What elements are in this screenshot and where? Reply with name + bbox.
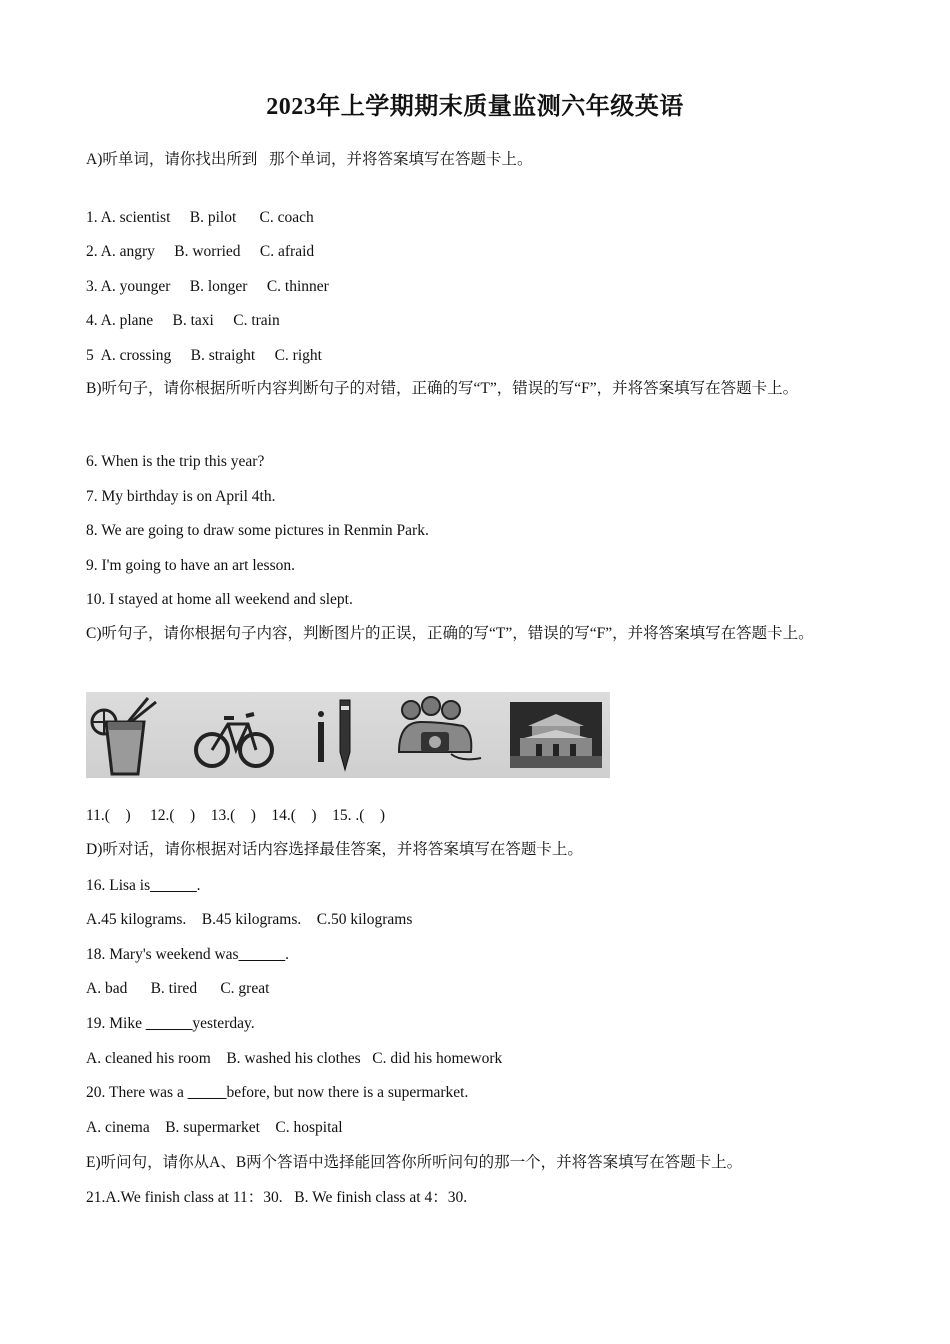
question-20-options: A. cinema B. supermarket C. hospital xyxy=(86,1119,343,1136)
page-title: 2023年上学期期末质量监测六年级英语 xyxy=(266,94,684,120)
list-item: 1. A. scientist B. pilot C. coach xyxy=(86,209,314,226)
question-text: 20. There was a xyxy=(86,1084,188,1101)
question-text: . xyxy=(285,946,289,963)
juice-glass-icon xyxy=(86,692,186,778)
question-text: 18. Mary's weekend was xyxy=(86,946,239,963)
section-e-instruction: E)听问句，请你从A、B两个答语中选择能回答你所听问句的那一个，并将答案填写在答题卡上。 xyxy=(86,1154,743,1171)
question-21: 21.A.We finish class at 11：30. B. We finish class at 4：30. xyxy=(86,1189,468,1206)
question-text: before, but now there is a supermarket. xyxy=(226,1084,469,1101)
question-text: . xyxy=(196,877,201,894)
question-16-options: A.45 kilograms. B.45 kilograms. C.50 kilograms xyxy=(86,911,413,928)
answer-blank: ______ xyxy=(150,877,197,894)
question-19-options: A. cleaned his room B. washed his clothes C. did his homework xyxy=(86,1050,503,1067)
picture-strip xyxy=(86,692,610,778)
pen-icon xyxy=(306,692,366,778)
list-item: 6. When is the trip this year? xyxy=(86,453,265,470)
section-d-instruction: D)听对话，请你根据对话内容选择最佳答案，并将答案填写在答题卡上。 xyxy=(86,841,583,858)
gate-building-icon xyxy=(506,692,610,778)
question-text: yesterday. xyxy=(192,1015,255,1032)
question-20 xyxy=(86,1083,876,1103)
answer-blank: ______ xyxy=(145,1015,193,1032)
list-item: 3. A. younger B. longer C. thinner xyxy=(86,278,329,295)
bicycle-icon xyxy=(186,692,286,778)
list-item: 4. A. plane B. taxi C. train xyxy=(86,312,280,329)
question-text: 16. Lisa is xyxy=(86,877,151,894)
list-item: 5 A. crossing B. straight C. right xyxy=(86,347,322,364)
list-item: 2. A. angry B. worried C. afraid xyxy=(86,243,315,260)
question-18-options: A. bad B. tired C. great xyxy=(86,980,270,997)
section-a-instruction: A)听单词，请你找出所到 那个单词，并将答案填写在答题卡上。 xyxy=(86,151,533,168)
people-photo-icon xyxy=(391,692,491,778)
answer-line: 11.( ) 12.( ) 13.( ) 14.( ) 15. .( ) xyxy=(86,807,386,824)
section-c-instruction: C)听句子，请你根据句子内容，判断图片的正误，正确的写“T”，错误的写“F”，并将答案填写在答题卡上。 xyxy=(86,625,814,642)
question-19 xyxy=(86,1014,876,1034)
question-text: 19. Mike xyxy=(86,1015,146,1032)
list-item: 10. I stayed at home all weekend and slept. xyxy=(86,591,353,608)
list-item: 9. I'm going to have an art lesson. xyxy=(86,557,295,574)
section-b-instruction: B)听句子，请你根据所听内容判断句子的对错，正确的写“T”，错误的写“F”，并将答案填写在答题卡上。 xyxy=(86,380,799,397)
list-item: 8. We are going to draw some pictures in Renmin Park. xyxy=(86,522,429,539)
question-16 xyxy=(86,876,876,896)
answer-blank: ______ xyxy=(238,946,286,963)
answer-blank: _____ xyxy=(187,1084,227,1101)
question-18 xyxy=(86,945,876,965)
list-item: 7. My birthday is on April 4th. xyxy=(86,488,276,505)
